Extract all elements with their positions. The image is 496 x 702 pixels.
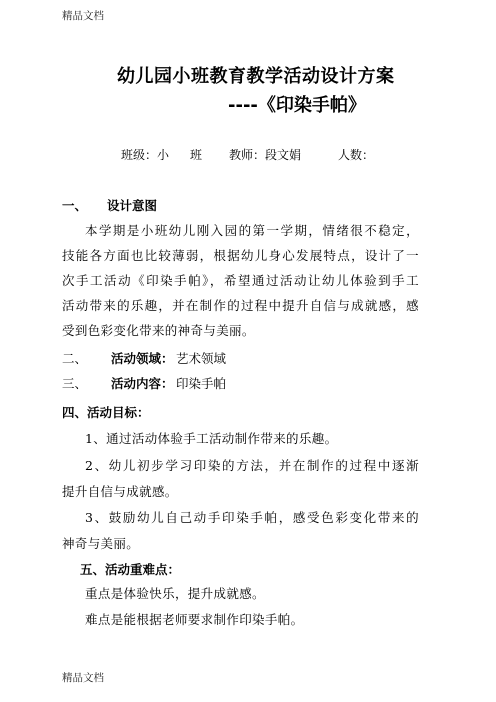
document-title: 幼儿园小班教育教学活动设计方案 bbox=[117, 66, 395, 87]
section-4-line-5: 神奇与美丽。 bbox=[62, 536, 140, 551]
section-3-number: 三、 bbox=[62, 376, 88, 391]
class-label: 班级：小 bbox=[121, 148, 170, 162]
class-value: 班 bbox=[190, 148, 203, 162]
section-4-line-2: 2、幼儿初步学习印染的方法，并在制作的过程中逐渐 bbox=[85, 458, 419, 473]
section-4-heading: 四、活动目标： bbox=[62, 405, 150, 420]
document-subtitle: ----《印染手帕》 bbox=[228, 95, 366, 116]
section-5-line-1: 重点是体验快乐，提升成就感。 bbox=[85, 586, 265, 601]
section-1-line-5: 受到色彩变化带来的神奇与美丽。 bbox=[62, 323, 255, 338]
section-5-line-2: 难点是能根据老师要求制作印染手帕。 bbox=[85, 612, 304, 627]
section-2-value: 艺术领域 bbox=[176, 351, 227, 366]
section-2-number: 二、 bbox=[62, 351, 88, 366]
footer-watermark: 精品文档 bbox=[62, 672, 104, 684]
section-1-line-4: 活动带来的乐趣，并在制作的过程中提升自信与成就感，感 bbox=[62, 298, 419, 313]
section-4-line-1: 1、通过活动体验手工活动制作带来的乐趣。 bbox=[85, 431, 338, 446]
section-4-line-3: 提升自信与成就感。 bbox=[62, 484, 178, 499]
section-3-value: 印染手帕 bbox=[176, 376, 227, 391]
section-2-heading: 活动领域： bbox=[111, 351, 174, 366]
section-1-line-2: 技能各方面也比较薄弱，根据幼儿身心发展特点，设计了一 bbox=[62, 248, 419, 263]
section-3-heading: 活动内容： bbox=[111, 376, 174, 391]
section-1-number: 一、 bbox=[62, 198, 88, 213]
section-4-line-4: 3、鼓励幼儿自己动手印染手帕，感受色彩变化带来的 bbox=[85, 510, 419, 525]
teacher-info: 教师：段文娟 bbox=[229, 148, 302, 162]
header-watermark: 精品文档 bbox=[62, 10, 104, 22]
student-count-label: 人数： bbox=[338, 148, 375, 162]
section-1-heading: 设计意图 bbox=[107, 198, 158, 213]
section-1-line-3: 次手工活动《印染手帕》，希望通过活动让幼儿体验到手工 bbox=[62, 273, 419, 288]
section-5-heading: 五、活动重难点： bbox=[80, 562, 181, 577]
section-1-line-1: 本学期是小班幼儿刚入园的第一学期，情绪很不稳定， bbox=[85, 223, 419, 238]
